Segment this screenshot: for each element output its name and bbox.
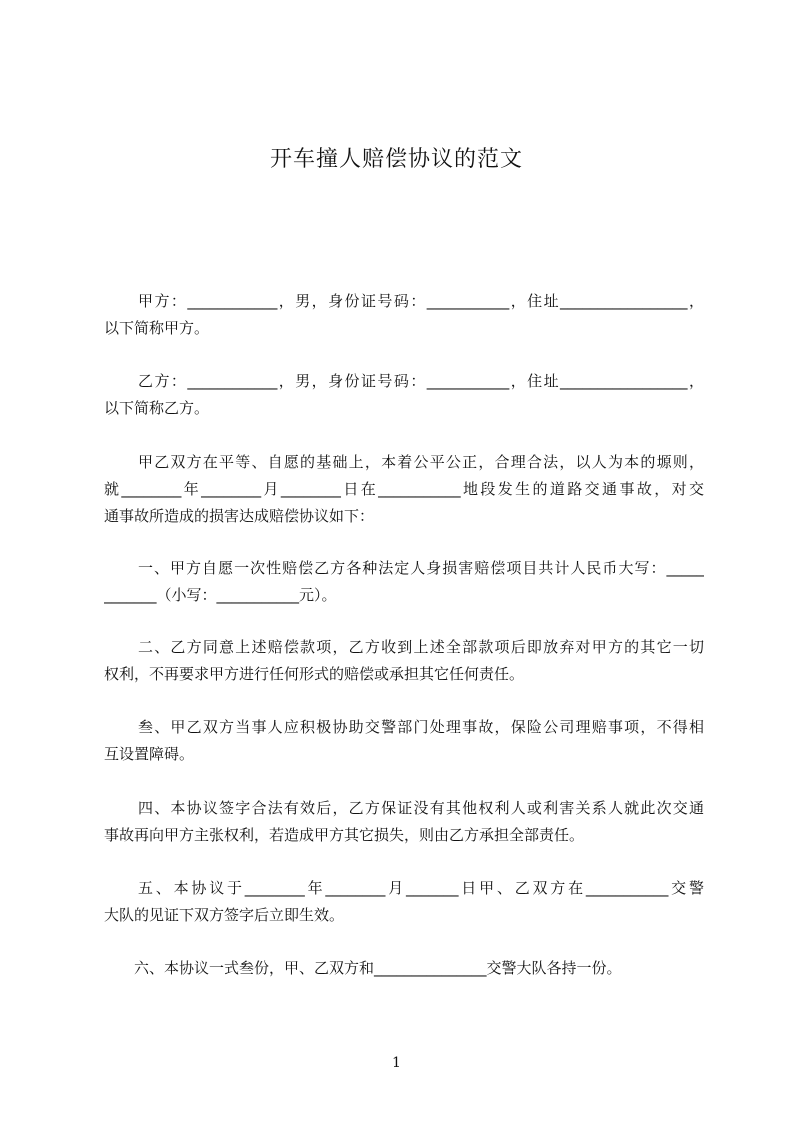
preamble-line-3: 通事故所造成的损害达成赔偿协议如下： bbox=[104, 507, 375, 525]
preamble-paragraph bbox=[104, 449, 704, 530]
clause-2-line-1: 二、乙方同意上述赔偿款项，乙方收到上述全部款项后即放弃对甲方的其它一切 bbox=[138, 638, 704, 656]
page-number: 1 bbox=[392, 1055, 401, 1071]
clause-3-line-2: 互设置障碍。 bbox=[104, 745, 195, 763]
clause-4-paragraph bbox=[104, 795, 704, 849]
party-b-line-2: 以下简称乙方。 bbox=[104, 399, 210, 417]
clause-4-line-2: 事故再向甲方主张权利，若造成甲方其它损失，则由乙方承担全部责任。 bbox=[104, 826, 585, 844]
clause-1-line-2: _______（小写：___________元）。 bbox=[104, 586, 337, 604]
clause-1-paragraph bbox=[104, 555, 704, 609]
clause-3-paragraph bbox=[104, 714, 704, 768]
party-b-paragraph bbox=[104, 368, 704, 422]
clause-6-line-1: 六、本协议一式叁份，甲、乙双方和_______________交警大队各持一份。 bbox=[134, 959, 622, 977]
clause-4-line-1: 四、本协议签字合法有效后，乙方保证没有其他权利人或利害关系人就此次交通 bbox=[138, 799, 704, 817]
clause-5-line-2: 大队的见证下双方签字后立即生效。 bbox=[104, 906, 345, 924]
clause-5-line-1: 五、本协议于________年________月_______日甲、乙双方在___________交警 bbox=[138, 879, 704, 897]
clause-6-paragraph bbox=[104, 955, 704, 982]
clause-5-paragraph bbox=[104, 875, 704, 929]
party-b-line-1: 乙方：____________，男，身份证号码：___________，住址_________________， bbox=[138, 372, 704, 390]
preamble-line-2: 就________年________月________日在___________地段发生的道路交通事故，对交 bbox=[104, 480, 704, 498]
clause-1-line-1: 一、甲方自愿一次性赔偿乙方各种法定人身损害赔偿项目共计人民币大写：_____ bbox=[138, 559, 704, 577]
party-a-paragraph bbox=[104, 288, 704, 342]
preamble-line-1: 甲乙双方在平等、自愿的基础上，本着公平公正，合理合法，以人为本的塬则， bbox=[138, 453, 704, 471]
party-a-line-2: 以下简称甲方。 bbox=[104, 319, 210, 337]
clause-2-line-2: 权利，不再要求甲方进行任何形式的赔偿或承担其它任何责任。 bbox=[104, 665, 525, 683]
document-title: 开车撞人赔偿协议的范文 bbox=[269, 147, 523, 172]
party-a-line-1: 甲方：____________，男，身份证号码：___________，住址_________________， bbox=[138, 292, 704, 310]
clause-3-line-1: 叁、甲乙双方当事人应积极协助交警部门处理事故，保险公司理赔事项，不得相 bbox=[138, 718, 704, 736]
clause-2-paragraph bbox=[104, 634, 704, 688]
